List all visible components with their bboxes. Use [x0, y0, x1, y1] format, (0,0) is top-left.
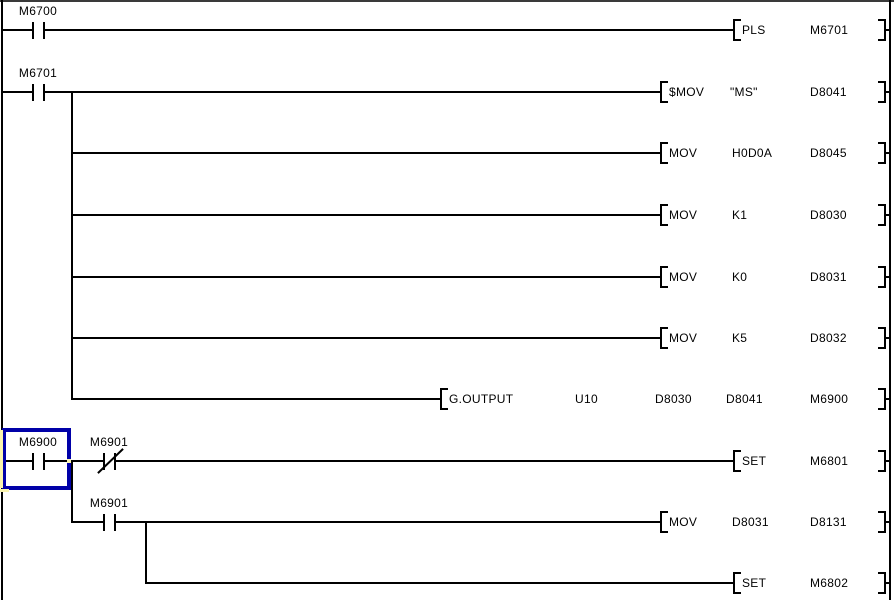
- contact-no-M6901[interactable]: [85, 496, 133, 542]
- instruction-mov[interactable]: [660, 511, 886, 533]
- wire-segment: [72, 214, 660, 216]
- close-bracket-arm: [878, 204, 886, 206]
- contact-label: M6701: [18, 66, 58, 80]
- open-bracket-icon: [660, 204, 662, 226]
- top-border: [0, 0, 894, 2]
- instruction-mov[interactable]: [660, 81, 886, 103]
- close-bracket-arm: [878, 531, 886, 533]
- instruction-mnemonic: SET: [742, 576, 767, 590]
- open-bracket-arm: [733, 470, 741, 472]
- close-bracket-icon: [884, 19, 886, 41]
- instruction-operand: H0D0A: [732, 146, 773, 160]
- instruction-operand: K0: [732, 270, 748, 284]
- instruction-operand: D8030: [810, 208, 847, 222]
- open-bracket-arm: [660, 286, 668, 288]
- contact-no-M6701[interactable]: [14, 66, 62, 112]
- instruction-mnemonic: SET: [742, 454, 767, 468]
- instruction-operand: D8041: [810, 85, 847, 99]
- close-bracket-arm: [878, 142, 886, 144]
- right-power-rail: [889, 0, 891, 600]
- instruction-operand: M6701: [810, 23, 849, 37]
- instruction-mnemonic: MOV: [669, 331, 698, 345]
- close-bracket-arm: [878, 19, 886, 21]
- instruction-operand: D8041: [726, 392, 763, 406]
- close-bracket-icon: [884, 204, 886, 226]
- wire-segment: [72, 276, 660, 278]
- selection-accent: [0, 430, 3, 488]
- contact-nc-M6901[interactable]: [85, 435, 133, 481]
- contact-bar: [43, 22, 45, 39]
- open-bracket-icon: [440, 388, 442, 410]
- wire-segment: [45, 91, 660, 93]
- instruction-mov[interactable]: [660, 142, 886, 164]
- contact-bar: [43, 84, 45, 101]
- close-bracket-arm: [878, 81, 886, 83]
- close-bracket-arm: [878, 224, 886, 226]
- instruction-goutput[interactable]: [440, 388, 886, 410]
- wire-segment: [45, 29, 733, 31]
- open-bracket-arm: [660, 224, 668, 226]
- close-bracket-arm: [878, 572, 886, 574]
- left-power-rail: [1, 0, 3, 600]
- selection-accent: [67, 459, 71, 463]
- contact-bar: [103, 514, 105, 531]
- instruction-set[interactable]: [733, 572, 886, 594]
- instruction-operand: D8030: [655, 392, 692, 406]
- close-bracket-arm: [878, 470, 886, 472]
- open-bracket-arm: [660, 101, 668, 103]
- instruction-operand: K1: [732, 208, 748, 222]
- open-bracket-arm: [733, 39, 741, 41]
- open-bracket-arm: [660, 204, 668, 206]
- contact-bar: [114, 514, 116, 531]
- open-bracket-arm: [660, 142, 668, 144]
- wire-segment: [116, 460, 733, 462]
- contact-label: M6901: [89, 496, 129, 510]
- close-bracket-arm: [878, 266, 886, 268]
- open-bracket-icon: [733, 572, 735, 594]
- open-bracket-icon: [660, 511, 662, 533]
- instruction-pls[interactable]: [733, 19, 886, 41]
- instruction-operand: D8031: [732, 515, 769, 529]
- open-bracket-arm: [733, 572, 741, 574]
- open-bracket-icon: [660, 81, 662, 103]
- contact-bar: [32, 22, 34, 39]
- open-bracket-arm: [733, 450, 741, 452]
- close-bracket-icon: [884, 266, 886, 288]
- close-bracket-icon: [884, 572, 886, 594]
- instruction-mnemonic: PLS: [742, 23, 766, 37]
- wire-branch: [71, 92, 73, 400]
- instruction-operand: M6801: [810, 454, 849, 468]
- open-bracket-icon: [733, 450, 735, 472]
- close-bracket-arm: [878, 39, 886, 41]
- instruction-operand: D8131: [810, 515, 847, 529]
- instruction-mov[interactable]: [660, 266, 886, 288]
- open-bracket-icon: [660, 327, 662, 349]
- wire-branch: [145, 522, 147, 584]
- wire-segment: [72, 337, 660, 339]
- close-bracket-arm: [878, 408, 886, 410]
- close-bracket-arm: [878, 511, 886, 513]
- close-bracket-arm: [878, 388, 886, 390]
- open-bracket-arm: [660, 531, 668, 533]
- wire-segment: [72, 398, 440, 400]
- instruction-operand: D8031: [810, 270, 847, 284]
- close-bracket-icon: [884, 450, 886, 472]
- nc-slash-icon: [97, 448, 124, 474]
- contact-label: M6700: [18, 4, 58, 18]
- instruction-operand: D8045: [810, 146, 847, 160]
- instruction-mnemonic: MOV: [669, 270, 698, 284]
- open-bracket-arm: [660, 266, 668, 268]
- open-bracket-arm: [660, 327, 668, 329]
- close-bracket-arm: [878, 347, 886, 349]
- contact-no-M6700[interactable]: [14, 4, 62, 50]
- open-bracket-arm: [440, 408, 448, 410]
- instruction-operand: M6802: [810, 576, 849, 590]
- open-bracket-arm: [660, 81, 668, 83]
- selection-cursor: [2, 428, 71, 490]
- wire-branch: [71, 461, 73, 523]
- wire-segment: [72, 152, 660, 154]
- instruction-mnemonic: G.OUTPUT: [449, 392, 514, 406]
- close-bracket-icon: [884, 81, 886, 103]
- instruction-operand: "MS": [730, 85, 758, 99]
- instruction-operand: U10: [575, 392, 598, 406]
- close-bracket-icon: [884, 388, 886, 410]
- instruction-mnemonic: MOV: [669, 515, 698, 529]
- open-bracket-arm: [660, 162, 668, 164]
- instruction-mnemonic: MOV: [669, 208, 698, 222]
- open-bracket-icon: [660, 266, 662, 288]
- open-bracket-arm: [660, 511, 668, 513]
- contact-label: M6901: [89, 435, 129, 449]
- instruction-mov[interactable]: [660, 204, 886, 226]
- close-bracket-arm: [878, 162, 886, 164]
- open-bracket-icon: [733, 19, 735, 41]
- wire-segment: [116, 521, 660, 523]
- instruction-set[interactable]: [733, 450, 886, 472]
- open-bracket-icon: [660, 142, 662, 164]
- close-bracket-arm: [878, 101, 886, 103]
- instruction-mnemonic: $MOV: [669, 85, 705, 99]
- instruction-operand: D8032: [810, 331, 847, 345]
- instruction-mnemonic: MOV: [669, 146, 698, 160]
- contact-bar: [32, 84, 34, 101]
- close-bracket-icon: [884, 327, 886, 349]
- instruction-operand: M6900: [810, 392, 849, 406]
- close-bracket-icon: [884, 511, 886, 533]
- selection-accent: [0, 489, 9, 492]
- open-bracket-arm: [733, 592, 741, 594]
- close-bracket-icon: [884, 142, 886, 164]
- open-bracket-arm: [733, 19, 741, 21]
- instruction-operand: K5: [732, 331, 748, 345]
- open-bracket-arm: [660, 347, 668, 349]
- close-bracket-arm: [878, 327, 886, 329]
- close-bracket-arm: [878, 286, 886, 288]
- wire-segment: [146, 582, 733, 584]
- close-bracket-arm: [878, 450, 886, 452]
- close-bracket-arm: [878, 592, 886, 594]
- instruction-mov[interactable]: [660, 327, 886, 349]
- open-bracket-arm: [440, 388, 448, 390]
- contact-label: M6900: [18, 435, 58, 449]
